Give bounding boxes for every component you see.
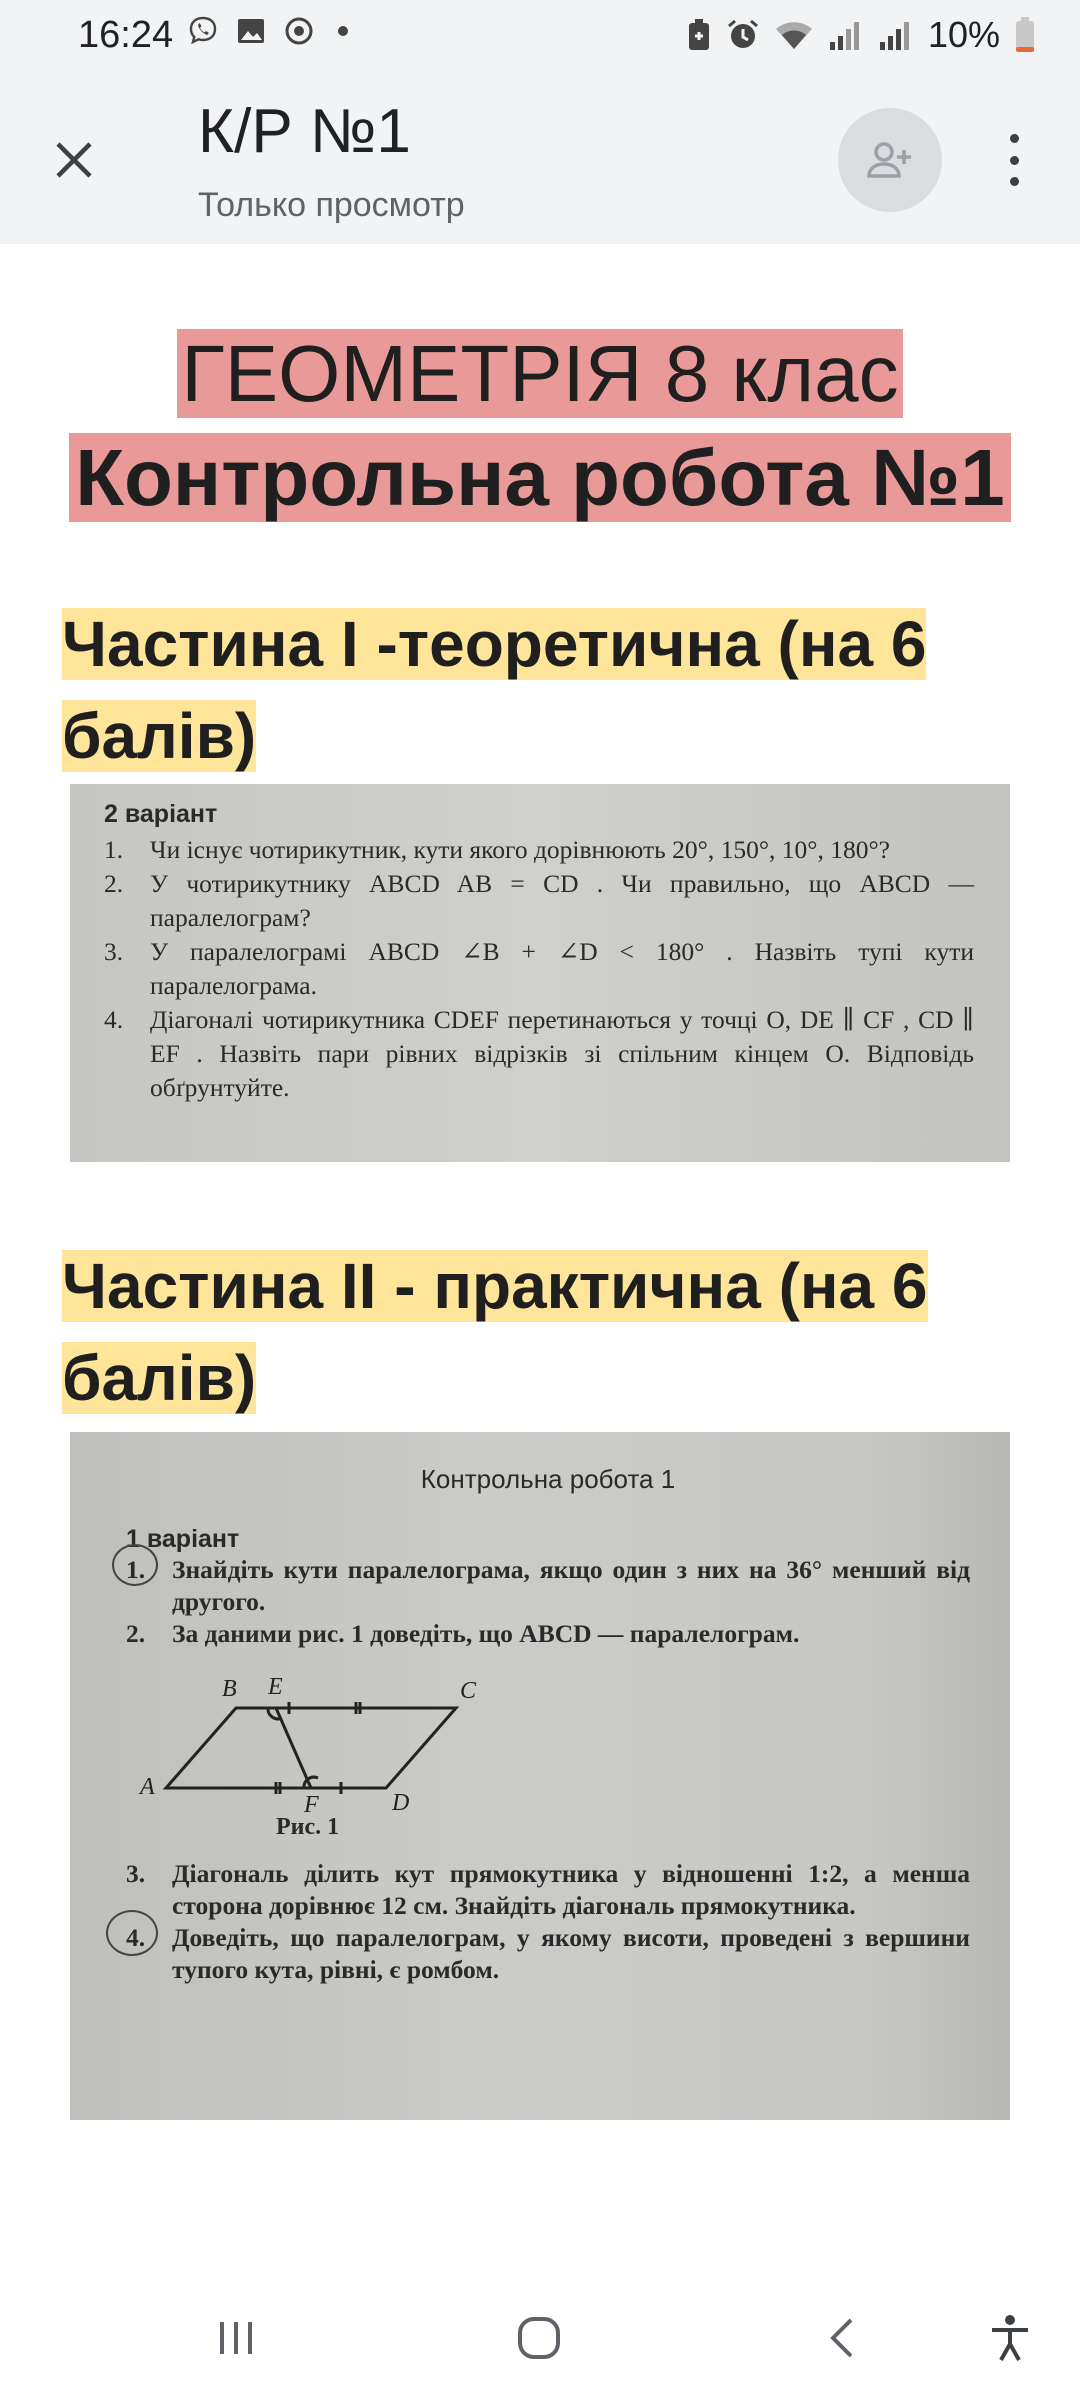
parallelogram-figure	[126, 1658, 586, 1858]
system-nav-bar	[0, 2274, 1080, 2400]
image-icon	[234, 14, 268, 48]
document-title: К/Р №1	[198, 97, 411, 166]
handwritten-circle-mark	[112, 1544, 158, 1586]
viber-icon	[186, 14, 220, 48]
question-item: 1. Знайдіть кути паралелограма, якщо один з них на 36° менший від другого.	[126, 1555, 970, 1616]
battery-level: 10%	[927, 14, 1000, 55]
question-item: 1. Чи існує чотирикутник, кути якого дорівнюють 20°, 150°, 10°, 180°?	[104, 835, 890, 864]
label-b: B	[222, 1676, 237, 1702]
part1-heading	[62, 598, 1022, 782]
part1-title-text: Частина І -теоретична (на 6 балів)	[62, 608, 927, 772]
scan-image-variant1	[70, 1432, 1010, 2120]
question-item: 3. Діагональ ділить кут прямокутника у відношенні 1:2, а менша сторона дорівнює 12 см. Знайдіть діагональ прямокутника.	[126, 1859, 970, 1920]
share-button[interactable]	[838, 108, 942, 212]
handwritten-circle-mark	[106, 1910, 158, 1956]
figure-caption: Рис. 1	[276, 1814, 340, 1840]
more-options-button[interactable]	[994, 128, 1034, 192]
app-bar	[0, 76, 1080, 244]
signal-icon	[828, 18, 864, 52]
part2-heading	[62, 1240, 1022, 1424]
recent-apps-icon	[214, 2318, 258, 2358]
label-e: E	[268, 1674, 283, 1700]
question-item: 2. За даними рис. 1 доведіть, що ABCD — паралелограм.	[126, 1619, 800, 1648]
back-icon	[827, 2316, 857, 2360]
question-item: 3. У паралелограмі ABCD ∠B + ∠D < 180° . Назвіть тупі кути паралелограма.	[104, 937, 974, 1000]
home-icon	[516, 2315, 562, 2361]
home-button[interactable]	[503, 2302, 575, 2374]
heading-test-text: Контрольна робота №1	[69, 433, 1011, 522]
system-icons	[686, 14, 1036, 56]
label-d: D	[392, 1790, 410, 1816]
notification-icons	[186, 14, 348, 48]
question-item: 4. Діагоналі чотирикутника CDEF перетинаються у точці O, DE ∥ CF , CD ∥ EF . Назвіть пари рівних відрізків зі спільним кінцем O. Відповідь обґрунтуйте.	[104, 1005, 974, 1102]
recent-apps-button[interactable]	[200, 2302, 272, 2374]
sync-icon	[282, 14, 316, 48]
variant-title: 2 варіант	[104, 800, 218, 828]
accessibility-icon	[988, 2313, 1032, 2363]
label-a: A	[140, 1774, 155, 1800]
alarm-icon	[726, 18, 760, 52]
more-vert-icon	[1010, 134, 1019, 143]
doc-heading-test	[0, 432, 1080, 524]
label-f: F	[304, 1792, 319, 1818]
wifi-icon	[774, 19, 814, 51]
close-button[interactable]	[46, 132, 102, 188]
accessibility-button[interactable]	[974, 2302, 1046, 2374]
status-bar	[0, 0, 1080, 76]
label-c: C	[460, 1678, 477, 1704]
battery-icon	[1014, 17, 1036, 53]
status-time: 16:24	[78, 14, 174, 56]
view-only-label: Только просмотр	[198, 186, 465, 224]
parallelogram-diagram	[126, 1658, 586, 1818]
doc-heading-subject	[0, 328, 1080, 420]
heading-subject-text: ГЕОМЕТРІЯ 8 клас	[177, 329, 902, 418]
close-icon	[54, 140, 94, 180]
variant-title: 1 варіант	[126, 1525, 240, 1553]
signal-icon	[878, 18, 914, 52]
more-notifications-dot	[338, 26, 348, 36]
question-item: 4. Доведіть, що паралелограм, у якому висоти, проведені з вершини тупого кута, рівні, є ромбом.	[126, 1923, 970, 1984]
question-item: 2. У чотирикутнику ABCD AB = CD . Чи правильно, що ABCD — паралелограм?	[104, 869, 974, 932]
battery-saver-icon	[686, 18, 712, 52]
back-button[interactable]	[806, 2302, 878, 2374]
part2-title-text: Частина ІІ - практична (на 6 балів)	[62, 1250, 928, 1414]
scan-title: Контрольна робота 1	[420, 1464, 676, 1494]
scan-image-variant2	[70, 784, 1010, 1162]
add-person-icon	[866, 140, 914, 180]
